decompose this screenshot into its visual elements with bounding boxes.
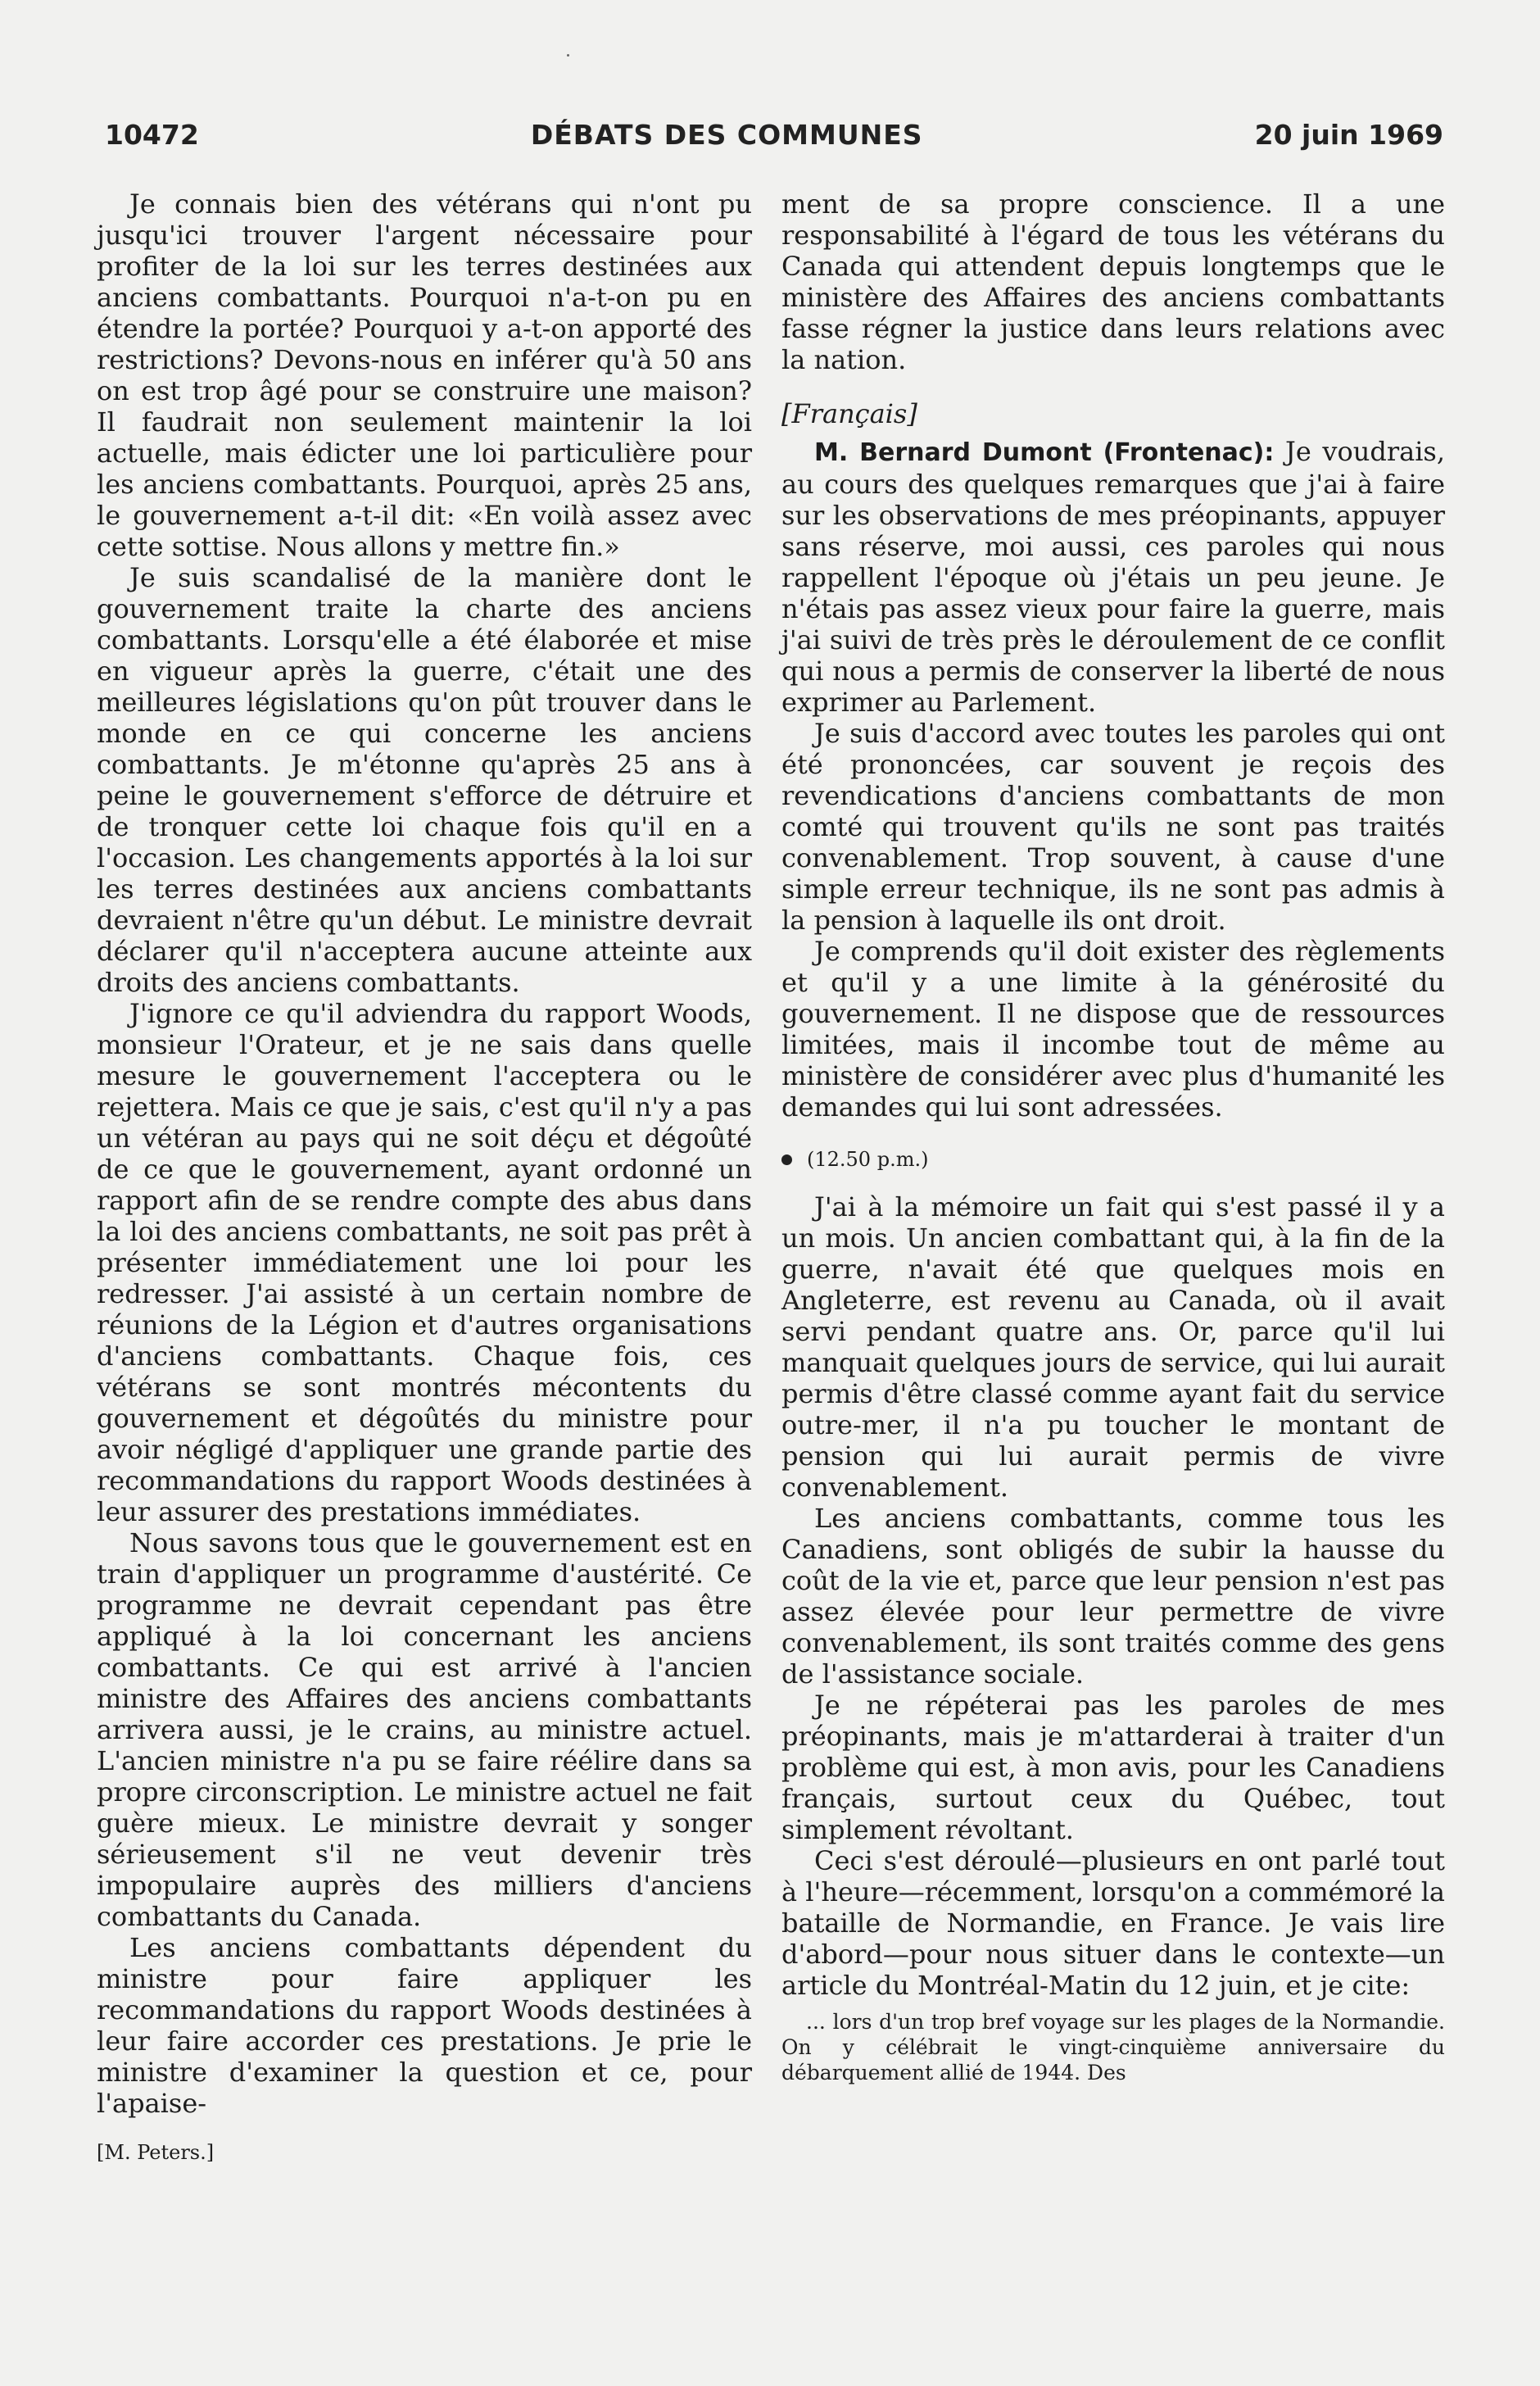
speaker-paragraph — [781, 436, 1445, 718]
paragraph: Ceci s'est déroulé—plusieurs en ont parlé tout à l'heure—récemment, lorsqu'on a commémoré la bataille de Normandie, en France. Je vais lire d'abord—pour nous situer dans le contexte—un article du Montréal-Matin du 12 juin, et je cite: — [781, 1845, 1445, 2001]
paragraph: Nous savons tous que le gouvernement est en train d'appliquer un programme d'austérité. Ce programme ne devrait cependant pas être appliqué à la loi concernant les anciens combattants. Ce qui est arrivé à l'ancien ministre des Affaires des anciens combattants arrivera aussi, je le crains, au ministre actuel. L'ancien ministre n'a pu se faire réélire dans sa propre circonscription. Le ministre actuel ne fait guère mieux. Le ministre devrait y songer sérieusement s'il ne veut devenir très impopulaire auprès des milliers d'anciens combattants du Canada. — [97, 1527, 752, 1932]
timestamp-row — [781, 1144, 1445, 1175]
timestamp: (12.50 p.m.) — [807, 1148, 929, 1171]
quote-text: ... lors d'un trop bref voyage sur les plages de la Normandie. On y célébrait le vingt-cinquième anniversaire du débarquement allié de 1944. Des — [781, 2010, 1445, 2084]
speaker-attribution: [M. Peters.] — [97, 2141, 215, 2164]
paragraph: Je comprends qu'il doit exister des règlements et qu'il y a une limite à la générosité du gouvernement. Il ne dispose que de ressources limitées, mais il incombe tout de même au ministère de considérer avec plus d'humanité les demandes qui lui sont adressées. — [781, 936, 1445, 1123]
language-tag: [Français] — [781, 398, 917, 429]
page-header — [105, 119, 1443, 151]
paragraph: Je ne répéterai pas les paroles de mes préopinants, mais je m'attarderai à traiter d'un problème qui est, à mon avis, pour les Canadiens français, surtout ceux du Québec, tout simplement révoltant. — [781, 1690, 1445, 1845]
paragraph: J'ignore ce qu'il adviendra du rapport Woods, monsieur l'Orateur, et je ne sais dans quelle mesure le gouvernement l'acceptera ou le rejettera. Mais ce que je sais, c'est qu'il n'y a pas un vétéran au pays qui ne soit déçu et dégoûté de ce que le gouvernement, ayant ordonné un rapport afin de se rendre compte des abus dans la loi des anciens combattants, ne soit pas prêt à présenter immédiatement une loi pour les redresser. J'ai assisté à un certain nombre de réunions de la Légion et d'autres organisations d'anciens combattants. Chaque fois, ces vétérans se sont montrés mécontents du gouvernement et dégoûtés du ministre pour avoir négligé d'appliquer une grande partie des recommandations du rapport Woods destinées à leur assurer des prestations immédiates. — [97, 998, 752, 1527]
paragraph: Je suis d'accord avec toutes les paroles qui ont été prononcées, car souvent je reçois des revendications d'anciens combattants de mon comté qui trouvent qu'ils ne sont pas traités convenablement. Trop souvent, à cause d'une simple erreur technique, ils ne sont pas admis à la pension à laquelle ils ont droit. — [781, 718, 1445, 936]
paragraph: J'ai à la mémoire un fait qui s'est passé il y a un mois. Un ancien combattant qui, à la fin de la guerre, n'avait été que quelques mois en Angleterre, est revenu au Canada, où il avait servi pendant quatre ans. Or, parce qu'il lui manquait quelques jours de service, qui lui aurait permis d'être classé comme ayant fait du service outre-mer, il n'a pu toucher le montant de pension qui lui aurait permis de vivre convenablement. — [781, 1191, 1445, 1503]
page-number: 10472 — [105, 119, 199, 151]
left-column — [97, 188, 752, 2168]
paragraph-continuation: ment de sa propre conscience. Il a une responsabilité à l'égard de tous les vétérans du Canada qui attendent depuis longtemps que le ministère des Affaires des anciens combattants fasse régner la justice dans leurs relations avec la nation. — [781, 188, 1445, 375]
scan-speck — [567, 54, 569, 57]
page-title: DÉBATS DES COMMUNES — [530, 119, 923, 151]
block-quote — [781, 2009, 1445, 2085]
speaker-text: Je voudrais, au cours des quelques remarques que j'ai à faire sur les observations de mes préopinants, appuyer sans réserve, moi aussi, ces paroles qui nous rappellent l'époque où j'étais un peu jeune. Je n'étais pas assez vieux pour faire la guerre, mais j'ai suivi de très près le déroulement de ce conflit qui nous a permis de conserver la liberté de nous exprimer au Parlement. — [781, 436, 1446, 718]
bullet-icon — [781, 1154, 792, 1165]
paragraph: Les anciens combattants dépendent du ministre pour faire appliquer les recommandations du rapport Woods destinées à leur faire accorder ces prestations. Je prie le ministre d'examiner la question et ce, pour l'apaise- — [97, 1932, 752, 2119]
paragraph: Les anciens combattants, comme tous les Canadiens, sont obligés de subir la hausse du coût de la vie et, parce que leur pension n'est pas assez élevée pour leur permettre de vivre convenablement, ils sont traités comme des gens de l'assistance sociale. — [781, 1503, 1445, 1690]
paragraph: Je suis scandalisé de la manière dont le gouvernement traite la charte des anciens combattants. Lorsqu'elle a été élaborée et mise en vigueur après la guerre, c'était une des meilleures législations qu'on pût trouver dans le monde en ce qui concerne les anciens combattants. Je m'étonne qu'après 25 ans à peine le gouvernement s'efforce de détruire et de tronquer cette loi chaque fois qu'il en a l'occasion. Les changements apportés à la loi sur les terres destinées aux anciens combattants devraient n'être qu'un début. Le ministre devrait déclarer qu'il n'acceptera aucune atteinte aux droits des anciens combattants. — [97, 562, 752, 998]
page-date: 20 juin 1969 — [1254, 119, 1443, 151]
speaker-name: M. Bernard Dumont (Frontenac): — [814, 438, 1275, 467]
paragraph: Je connais bien des vétérans qui n'ont pu jusqu'ici trouver l'argent nécessaire pour profiter de la loi sur les terres destinées aux anciens combattants. Pourquoi n'a-t-on pu en étendre la portée? Pourquoi y a-t-on apporté des restrictions? Devons-nous en inférer qu'à 50 ans on est trop âgé pour se construire une maison? Il faudrait non seulement maintenir la loi actuelle, mais édicter une loi particulière pour les anciens combattants. Pourquoi, après 25 ans, le gouvernement a-t-il dit: «En voilà assez avec cette sottise. Nous allons y mettre fin.» — [97, 188, 752, 562]
right-column — [781, 188, 1445, 2085]
